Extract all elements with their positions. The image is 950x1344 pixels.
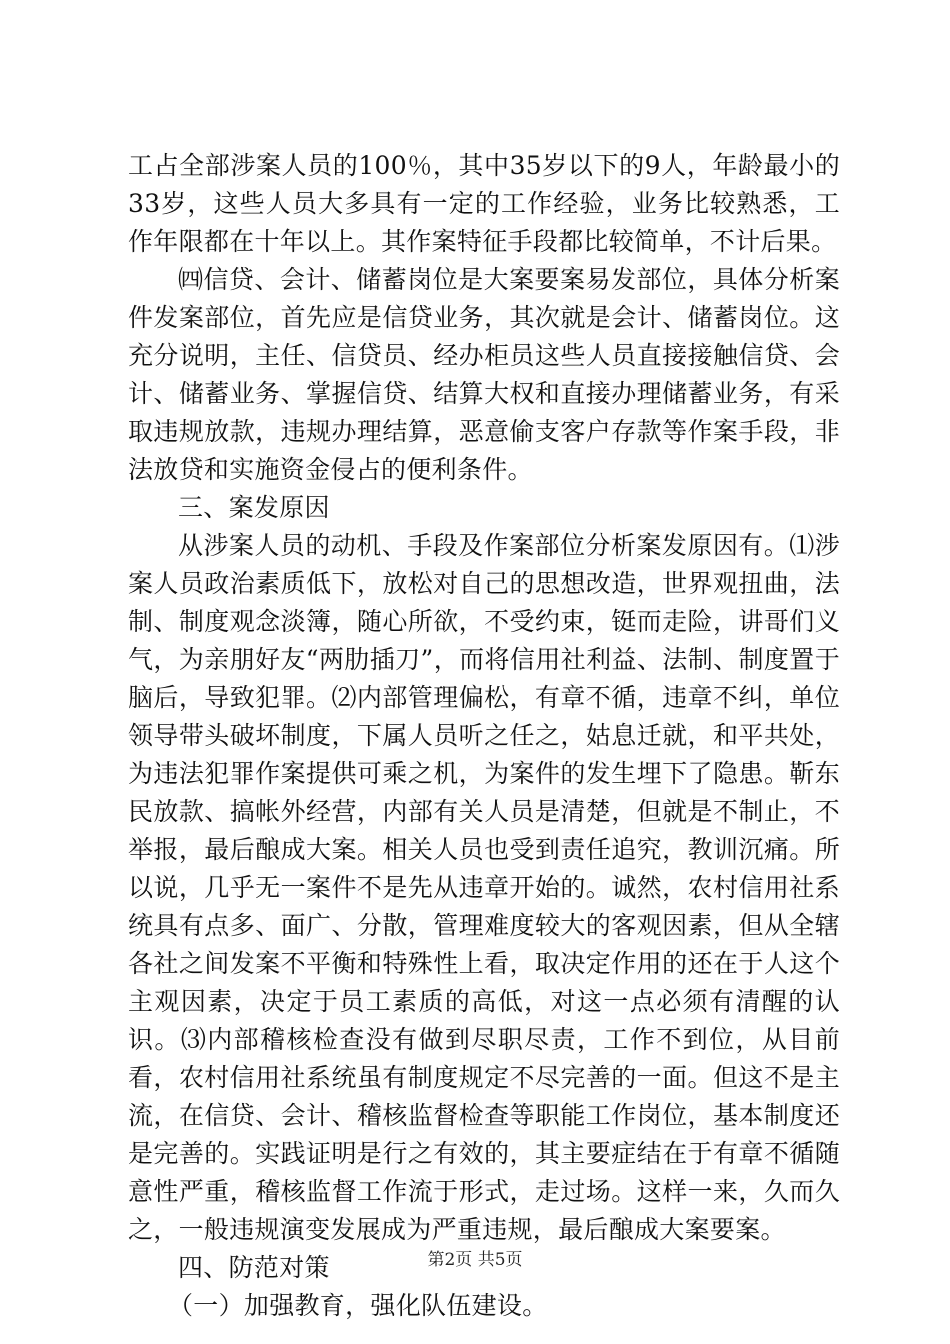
- paragraph-item-four: ㈣信贷、会计、储蓄岗位是大案要案易发部位，具体分析案件发案部位，首先应是信贷业务，其次就是会计、储蓄岗位。这充分说明，主任、信贷员、经办柜员这些人员直接接触信贷、会计、储蓄业务、掌握信贷、结算大权和直接办理储蓄业务，有采取违规放款，违规办理结算，恶意偷支客户存款等作案手段，非法放贷和实施资金侵占的便利条件。: [128, 265, 840, 484]
- document-body: [128, 147, 840, 1325]
- section-heading-causes: 三、案发原因: [178, 493, 330, 522]
- paragraph-causes: 从涉案人员的动机、手段及作案部位分析案发原因有。⑴涉案人员政治素质低下，放松对自己的思想改造，世界观扭曲，法制、制度观念淡簿，随心所欲，不受约束，铤而走险，讲哥们义气，为亲朋好友“两肋插刀”，而将信用社利益、法制、制度置于脑后，导致犯罪。⑵内部管理偏松，有章不循，违章不纠，单位领导带头破坏制度，下属人员听之任之，姑息迁就，和平共处，为违法犯罪作案提供可乘之机，为案件的发生埋下了隐患。靳东民放款、搞帐外经营，内部有关人员是清楚，但就是不制止，不举报，最后酿成大案。相关人员也受到责任追究，教训沉痛。所以说，几乎无一案件不是先从违章开始的。诚然，农村信用社系统具有点多、面广、分散，管理难度较大的客观因素，但从全辖各社之间发案不平衡和特殊性上看，取决定作用的还在于人这个主观因素，决定于员工素质的高低，对这一点必须有清醒的认识。⑶内部稽核检查没有做到尽职尽责，工作不到位，从目前看，农村信用社系统虽有制度规定不尽完善的一面。但这不是主流，在信贷、会计、稽核监督检查等职能工作岗位，基本制度还是完善的。实践证明是行之有效的，其主要症结在于有章不循随意性严重，稽核监督工作流于形式，走过场。这样一来，久而久之，一般违规演变发展成为严重违规，最后酿成大案要案。: [128, 531, 840, 1244]
- subsection-heading-education: （一）加强教育，强化队伍建设。: [168, 1291, 548, 1320]
- section-heading-countermeasures: 四、防范对策: [178, 1253, 330, 1282]
- paragraph-continuation: 工占全部涉案人员的100％，其中35岁以下的9人，年龄最小的33岁，这些人员大多具有一定的工作经验，业务比较熟悉，工作年限都在十年以上。其作案特征手段都比较简单，不计后果。: [128, 151, 840, 256]
- page-number-footer: 第2页 共5页: [427, 1250, 523, 1270]
